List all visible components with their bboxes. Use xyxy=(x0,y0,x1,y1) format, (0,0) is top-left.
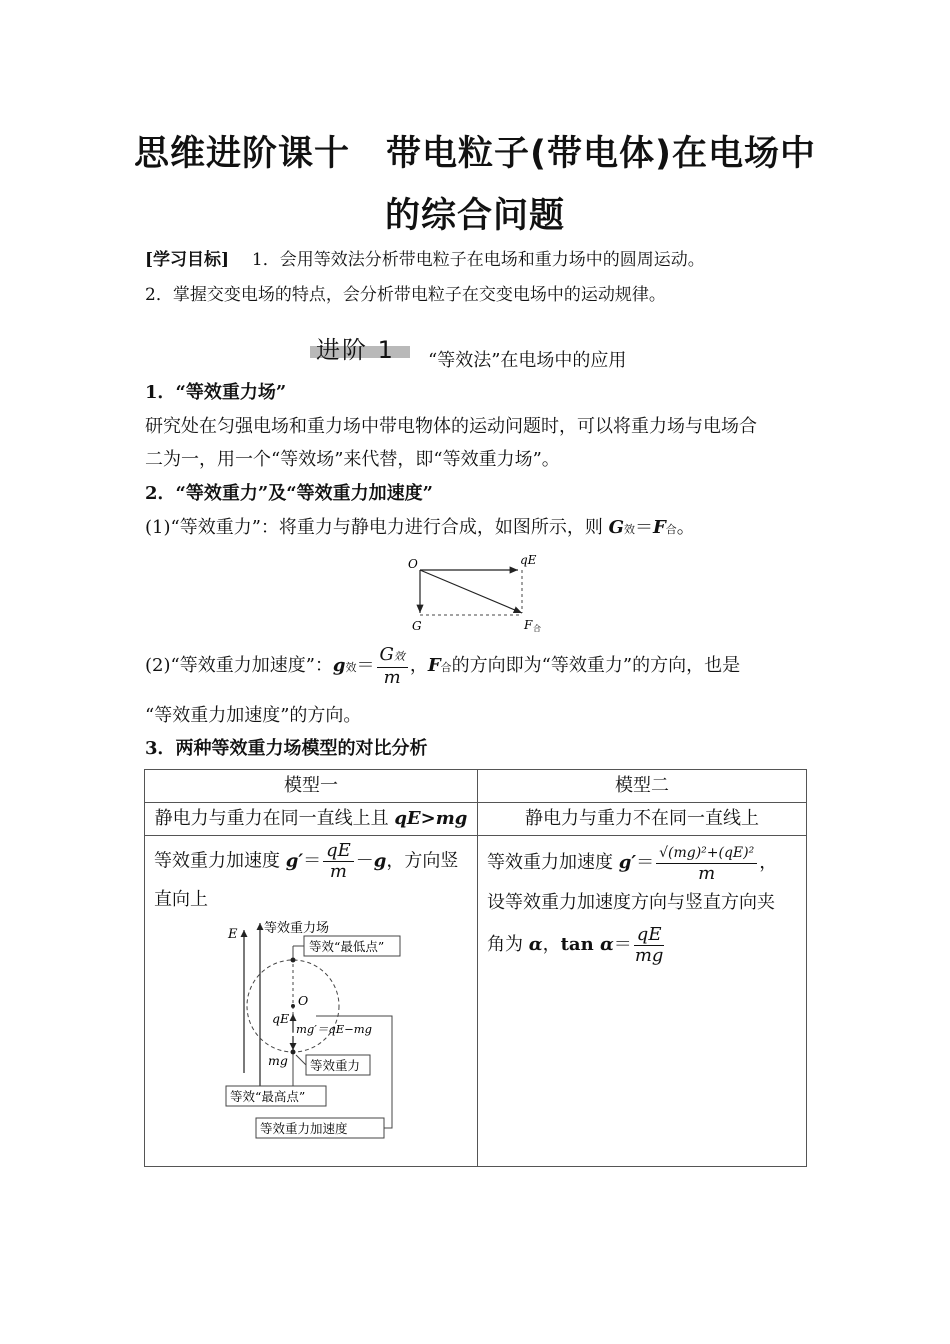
row2-col1 xyxy=(145,836,478,1167)
top-point xyxy=(291,958,296,963)
section2-heading: 2．“等效重力”及“等效重力加速度” xyxy=(145,483,433,504)
objectives-item2: 2．掌握交变电场的特点，会分析带电粒子在交变电场中的运动规律。 xyxy=(145,285,666,305)
row2-col1-post: ，方向竖 xyxy=(386,850,459,872)
section2-item2 xyxy=(145,643,810,691)
row2-col1-g: g′ xyxy=(285,850,304,872)
table-header-row xyxy=(145,770,807,803)
row2-col1-eq: ＝ xyxy=(303,850,322,872)
item2-g: g xyxy=(332,655,346,676)
label-eff-gravity: 等效重力 xyxy=(310,1058,361,1073)
table-row-detail xyxy=(145,836,807,1167)
row2-col2-tden: mg xyxy=(634,944,664,966)
label-F-sub: 合 xyxy=(533,624,541,633)
label-mgprime: mg′＝qE−mg xyxy=(296,1022,373,1036)
label-F: F xyxy=(524,618,533,632)
label-lowest: 等效“最低点” xyxy=(309,939,385,954)
label-G: G xyxy=(412,619,422,633)
label-eff-accel: 等效重力加速度 xyxy=(260,1121,348,1136)
row2-col2-num: √(mg)²+(qE)² xyxy=(656,843,757,864)
col2-header: 模型二 xyxy=(478,770,807,803)
page-title-line1: 思维进阶课十 带电粒子(带电体)在电场中 xyxy=(134,134,816,174)
item1-eq: ＝ xyxy=(635,517,653,538)
row2-col2-tnum: qE xyxy=(634,925,665,946)
item2-frac-num-sub: 效 xyxy=(393,649,405,663)
label-qE2: qE xyxy=(272,1011,290,1026)
item1-sub-eff: 效 xyxy=(624,523,635,536)
item1-end: 。 xyxy=(676,517,695,538)
row2-col2-text: 等效重力加速度 xyxy=(487,852,619,873)
row2-col2-formula-line xyxy=(479,837,805,891)
item1-text: (1)“等效重力”：将重力与静电力进行合成，如图所示，则 xyxy=(145,517,609,538)
objectives-item1: 1．会用等效法分析带电粒子在电场和重力场中的圆周运动。 xyxy=(251,250,705,270)
item2-F: F xyxy=(427,655,441,676)
section1-body-line2: 二为一，用一个“等效场”来代替，即“等效重力场”。 xyxy=(145,449,560,470)
row2-col1-den: m xyxy=(329,861,347,882)
item2-frac-num: G xyxy=(379,643,394,665)
item2-rest: 的方向即为“等效重力”的方向，也是 xyxy=(451,655,741,676)
item2-frac-den: m xyxy=(383,666,401,688)
F-resultant-arrow xyxy=(420,570,522,613)
row1-col1-formula: qE>mg xyxy=(394,808,468,829)
row2-col2-fraction xyxy=(656,843,757,884)
row2-col2-eq2: ＝ xyxy=(613,934,632,955)
row2-col2-line3 xyxy=(479,921,805,973)
row2-col1-line2: 直向上 xyxy=(154,889,208,910)
item1-G: G xyxy=(608,517,624,538)
section1-heading: 1．“等效重力场” xyxy=(145,382,287,403)
page-title-line2: 的综合问题 xyxy=(384,196,565,236)
label-O2: O xyxy=(298,993,309,1008)
section2-item1 xyxy=(145,516,810,542)
row2-col2-alpha2: α xyxy=(599,934,614,955)
item2-fraction xyxy=(377,645,408,688)
row2-col2-den: m xyxy=(698,862,716,884)
row2-col1-minus: － xyxy=(355,850,374,872)
row2-col2 xyxy=(478,836,807,1167)
row2-col2-tan-fraction xyxy=(634,925,665,966)
row2-col2-line2: 设等效重力加速度方向与竖直方向夹 xyxy=(487,892,775,913)
row2-col2-comma: ， xyxy=(759,852,778,873)
stage-heading: “等效法”在电场中的应用 xyxy=(428,350,627,371)
section2-item2-line2: “等效重力加速度”的方向。 xyxy=(145,705,362,726)
bottom-point xyxy=(291,1050,296,1055)
label-highest: 等效“最高点” xyxy=(230,1089,306,1104)
objectives-line1 xyxy=(145,248,810,272)
stage-badge-text: 进阶 1 xyxy=(316,336,395,364)
row1-col1-text: 静电力与重力在同一直线上且 xyxy=(154,808,395,829)
force-composition-diagram xyxy=(400,550,550,635)
center-point xyxy=(291,1004,295,1008)
label-qE: qE xyxy=(520,553,537,567)
row2-col2-comma2: ， xyxy=(542,934,561,955)
row2-col1-num: qE xyxy=(323,841,354,862)
item2-F-sub: 合 xyxy=(440,661,452,674)
equivalent-field-diagram xyxy=(146,918,476,1153)
row1-col2: 静电力与重力不在同一直线上 xyxy=(478,803,807,836)
row1-col1 xyxy=(145,803,478,836)
item2-comma: ， xyxy=(409,655,428,676)
col1-header: 模型一 xyxy=(145,770,478,803)
row2-col1-formula-line xyxy=(146,837,476,888)
label-O: O xyxy=(408,557,418,571)
row2-col2-g: g′ xyxy=(618,852,637,873)
row2-col1-g2: g xyxy=(373,850,387,872)
row2-col1-fraction xyxy=(323,841,354,882)
section1-body-line1: 研究处在匀强电场和重力场中带电物体的运动问题时，可以将重力场与电场合 xyxy=(145,416,757,437)
table-row-condition xyxy=(145,803,807,836)
item2-sub: 效 xyxy=(345,661,357,674)
row2-col2-line3-text: 角为 xyxy=(487,934,529,955)
row2-col1-text: 等效重力加速度 xyxy=(154,850,286,872)
stage-badge xyxy=(310,330,410,364)
objectives-label: [学习目标] xyxy=(145,250,230,270)
item1-F: F xyxy=(653,517,666,538)
comparison-table xyxy=(144,769,807,1167)
label-E: E xyxy=(228,927,238,942)
row2-col2-tan: tan xyxy=(560,934,600,955)
row2-col2-alpha: α xyxy=(528,934,543,955)
item2-text: (2)“等效重力加速度”： xyxy=(145,655,333,676)
item2-eq: ＝ xyxy=(356,655,375,676)
row2-col2-eq: ＝ xyxy=(636,852,655,873)
label-mg: mg xyxy=(268,1053,288,1068)
item1-sub-he: 合 xyxy=(665,523,677,536)
label-field: 等效重力场 xyxy=(264,921,330,936)
section3-heading: 3．两种等效重力场模型的对比分析 xyxy=(145,738,428,759)
gravity-connector xyxy=(296,1055,306,1065)
